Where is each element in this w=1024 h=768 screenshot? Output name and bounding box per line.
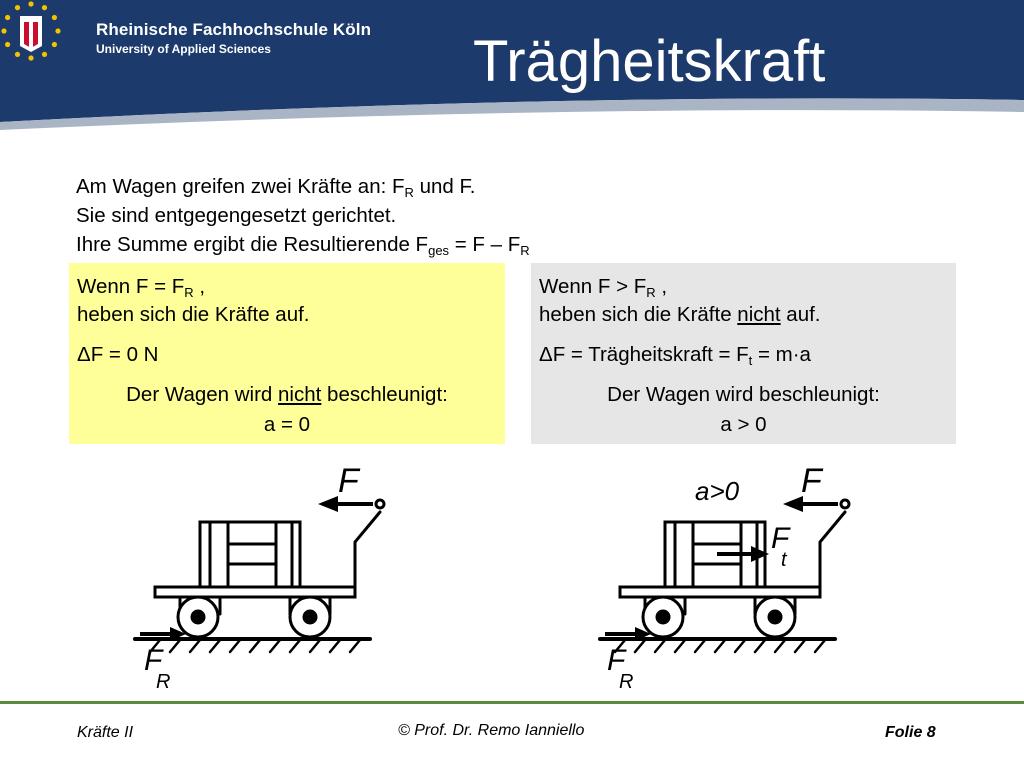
footer-course: Kräfte II xyxy=(77,724,134,741)
case-equal-conclusion-underline: nicht xyxy=(278,383,322,406)
cart-handle xyxy=(820,512,845,592)
cart-platform xyxy=(155,587,355,597)
cart-drawing-accelerated xyxy=(595,452,865,692)
case-greater-delta-subscript: t xyxy=(748,353,753,368)
case-equal-condition-text: Wenn F = F xyxy=(77,275,185,298)
case-greater-box xyxy=(531,263,956,444)
force-label: F xyxy=(801,462,822,500)
intro-text xyxy=(76,172,530,259)
friction-label: F xyxy=(607,644,626,677)
case-greater-result-underline: nicht xyxy=(737,303,781,326)
friction-subscript: R xyxy=(156,671,171,692)
cart-handle xyxy=(355,512,380,592)
inertia-label: F xyxy=(771,522,790,555)
case-greater-delta xyxy=(539,343,811,367)
university-name: Rheinische Fachhochschule Köln xyxy=(96,20,372,39)
intro-line-3-subscript-2: R xyxy=(520,243,530,258)
intro-line-1-text: Am Wagen greifen zwei Kräfte an xyxy=(76,175,381,198)
friction-label: F xyxy=(144,644,163,677)
case-greater-result-end: auf. xyxy=(780,303,821,326)
intro-line-1-subscript: R xyxy=(404,185,414,200)
footer-author: © Prof. Dr. Remo Ianniello xyxy=(398,722,585,739)
case-equal-delta: ΔF = 0 N xyxy=(77,343,159,366)
wheel-left xyxy=(643,597,685,637)
case-greater-condition-subscript: R xyxy=(646,285,656,300)
cart-platform xyxy=(620,587,820,597)
friction-subscript: R xyxy=(619,671,634,692)
university-subtitle: University of Applied Sciences xyxy=(96,42,271,56)
slide-title: Trägheitskraft xyxy=(473,29,826,94)
intro-line-2: Sie sind entgegengesetzt gerichtet. xyxy=(76,204,397,227)
case-greater-acceleration: a > 0 xyxy=(720,413,767,436)
footer-slide-number: Folie 8 xyxy=(885,724,936,741)
case-equal-condition-subscript: R xyxy=(184,285,194,300)
wheel-right xyxy=(755,597,795,637)
slide-header xyxy=(0,0,1024,130)
case-greater-condition-end: , xyxy=(655,275,668,298)
intro-line-1 xyxy=(76,172,530,201)
intro-line-3-formula: = F – F xyxy=(449,233,521,256)
case-equal-condition-end: , xyxy=(193,275,206,298)
intro-line-1-symbol: F xyxy=(386,175,405,198)
wheel-left xyxy=(178,597,220,637)
case-equal-conclusion xyxy=(69,383,505,407)
case-equal-result: heben sich die Kräfte auf. xyxy=(77,303,310,326)
case-greater-conclusion: Der Wagen wird beschleunigt: xyxy=(607,383,880,406)
case-greater-result-text: heben sich die Kräfte xyxy=(539,303,738,326)
case-greater-condition xyxy=(539,275,667,299)
intro-line-3-text: Ihre Summe ergibt die Resultierende F xyxy=(76,233,429,256)
case-equal-conclusion-text: Der Wagen wird xyxy=(126,383,279,406)
cart-drawing-equal xyxy=(130,452,390,692)
case-equal-box xyxy=(69,263,505,444)
case-greater-delta-text: ΔF = Trägheitskraft = F xyxy=(539,343,749,366)
case-greater-condition-text: Wenn F > F xyxy=(539,275,647,298)
footer-divider xyxy=(0,701,1024,704)
intro-line-3 xyxy=(76,230,530,259)
intro-line-3-subscript: ges xyxy=(428,243,450,258)
intro-line-1-end: und F. xyxy=(413,175,476,198)
case-greater-result xyxy=(539,303,821,327)
case-equal-conclusion-end: beschleunigt: xyxy=(321,383,448,406)
wheel-right xyxy=(290,597,330,637)
case-equal-acceleration: a = 0 xyxy=(263,413,311,436)
inertia-subscript: t xyxy=(781,549,787,571)
crate xyxy=(200,522,300,587)
force-label: F xyxy=(338,462,359,500)
case-equal-condition xyxy=(77,275,205,299)
acceleration-label: a>0 xyxy=(695,476,740,506)
university-logo xyxy=(0,0,62,62)
case-greater-delta-end: = m·a xyxy=(752,343,811,366)
intro-line-1-colon: : xyxy=(380,175,387,198)
